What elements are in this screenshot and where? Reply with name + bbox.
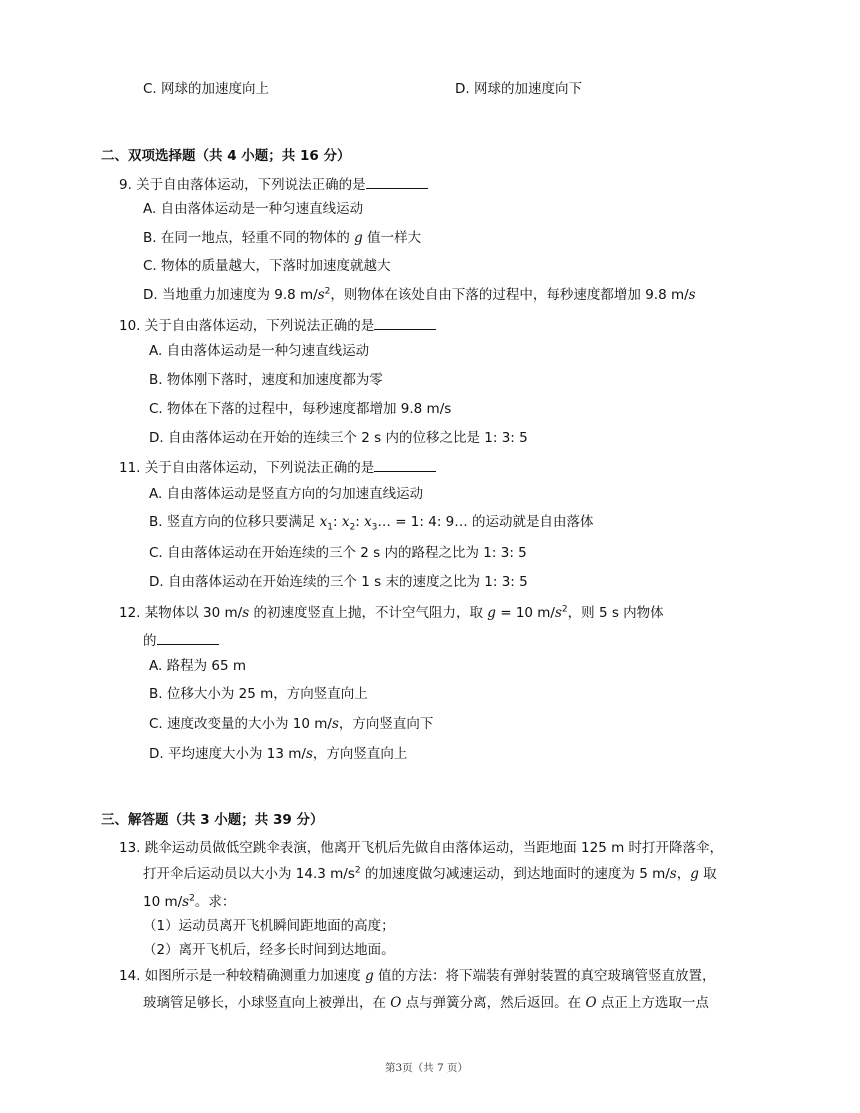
question-12-stem-line1: 12. 某物体以 30 m/s 的初速度竖直上抛，不计空气阻力，取 g = 10 $m/s^2$，则 5 s 内物体 <box>119 604 664 621</box>
q10-option-d: D. 自由落体运动在开始的连续三个 2 s 内的位移之比是 1: 3: 5 <box>149 430 528 446</box>
q13-sub2: （2）离开飞机后，经多长时间到达地面。 <box>143 942 395 958</box>
question-12-stem-line2: 的 <box>143 630 219 651</box>
answer-blank <box>374 457 436 472</box>
question-11-stem: 11. 关于自由落体运动，下列说法正确的是 <box>119 457 436 478</box>
q13-line2: 打开伞后运动员以大小为 14.3 $m/s^2$ 的加速度做匀减速运动，到达地面时的速度为 5 m/s，g 取 <box>143 865 717 882</box>
answer-blank <box>366 174 428 189</box>
question-9-stem: 9. 关于自由落体运动，下列说法正确的是 <box>119 174 428 195</box>
q12-option-b: B. 位移大小为 25 m，方向竖直向上 <box>149 686 368 702</box>
page-footer: 第3页（共 7 页） <box>385 1062 469 1074</box>
q14-line1: 14. 如图所示是一种较精确测重力加速度 g 值的方法：将下端装有弹射装置的真空玻璃管竖直放置， <box>119 968 716 984</box>
section-three-title: 三、解答题（共 3 小题；共 39 分） <box>101 812 324 828</box>
answer-blank <box>157 630 219 645</box>
q13-line3: 10 $m/s^2$。求： <box>143 893 236 910</box>
q9-option-b: B. 在同一地点，轻重不同的物体的 g 值一样大 <box>143 230 422 246</box>
option-d-q8: D. 网球的加速度向下 <box>455 81 582 97</box>
q11-option-d: D. 自由落体运动在开始连续的三个 1 s 末的速度之比为 1: 3: 5 <box>149 574 528 590</box>
q12-option-d: D. 平均速度大小为 13 m/s，方向竖直向上 <box>149 746 408 762</box>
option-c-q8: C. 网球的加速度向上 <box>143 81 270 97</box>
q11-option-a: A. 自由落体运动是竖直方向的匀加速直线运动 <box>149 486 424 502</box>
question-10-stem: 10. 关于自由落体运动，下列说法正确的是 <box>119 315 436 336</box>
q14-line2: 玻璃管足够长，小球竖直向上被弹出，在 O 点与弹簧分离，然后返回。在 O 点正上方选取一点 <box>143 995 709 1011</box>
q9-option-d: D. 当地重力加速度为 9.8 $m/s^2$，则物体在该处自由下落的过程中，每秒速度都增加 9.8 m/s <box>143 286 696 303</box>
q10-option-b: B. 物体刚下落时，速度和加速度都为零 <box>149 372 383 388</box>
q12-option-a: A. 路程为 65 m <box>149 658 246 674</box>
q9-option-c: C. 物体的质量越大，下落时加速度就越大 <box>143 258 391 274</box>
q13-sub1: （1）运动员离开飞机瞬间距地面的高度； <box>143 918 395 934</box>
q10-option-c: C. 物体在下落的过程中，每秒速度都增加 9.8 m/s <box>149 401 452 417</box>
answer-blank <box>374 315 436 330</box>
q11-option-c: C. 自由落体运动在开始连续的三个 2 s 内的路程之比为 1: 3: 5 <box>149 545 527 561</box>
q9-option-a: A. 自由落体运动是一种匀速直线运动 <box>143 201 364 217</box>
q12-option-c: C. 速度改变量的大小为 10 m/s，方向竖直向下 <box>149 716 434 732</box>
q13-line1: 13. 跳伞运动员做低空跳伞表演，他离开飞机后先做自由落体运动，当距地面 125 m 时打开降落伞， <box>119 840 724 856</box>
q10-option-a: A. 自由落体运动是一种匀速直线运动 <box>149 343 370 359</box>
section-two-title: 二、双项选择题（共 4 小题；共 16 分） <box>101 148 351 164</box>
q11-option-b: B. 竖直方向的位移只要满足 $x_1$: $x_2$: $x_3\dots = 1$: 4: 9… 的运动就是自由落体 <box>149 514 594 533</box>
